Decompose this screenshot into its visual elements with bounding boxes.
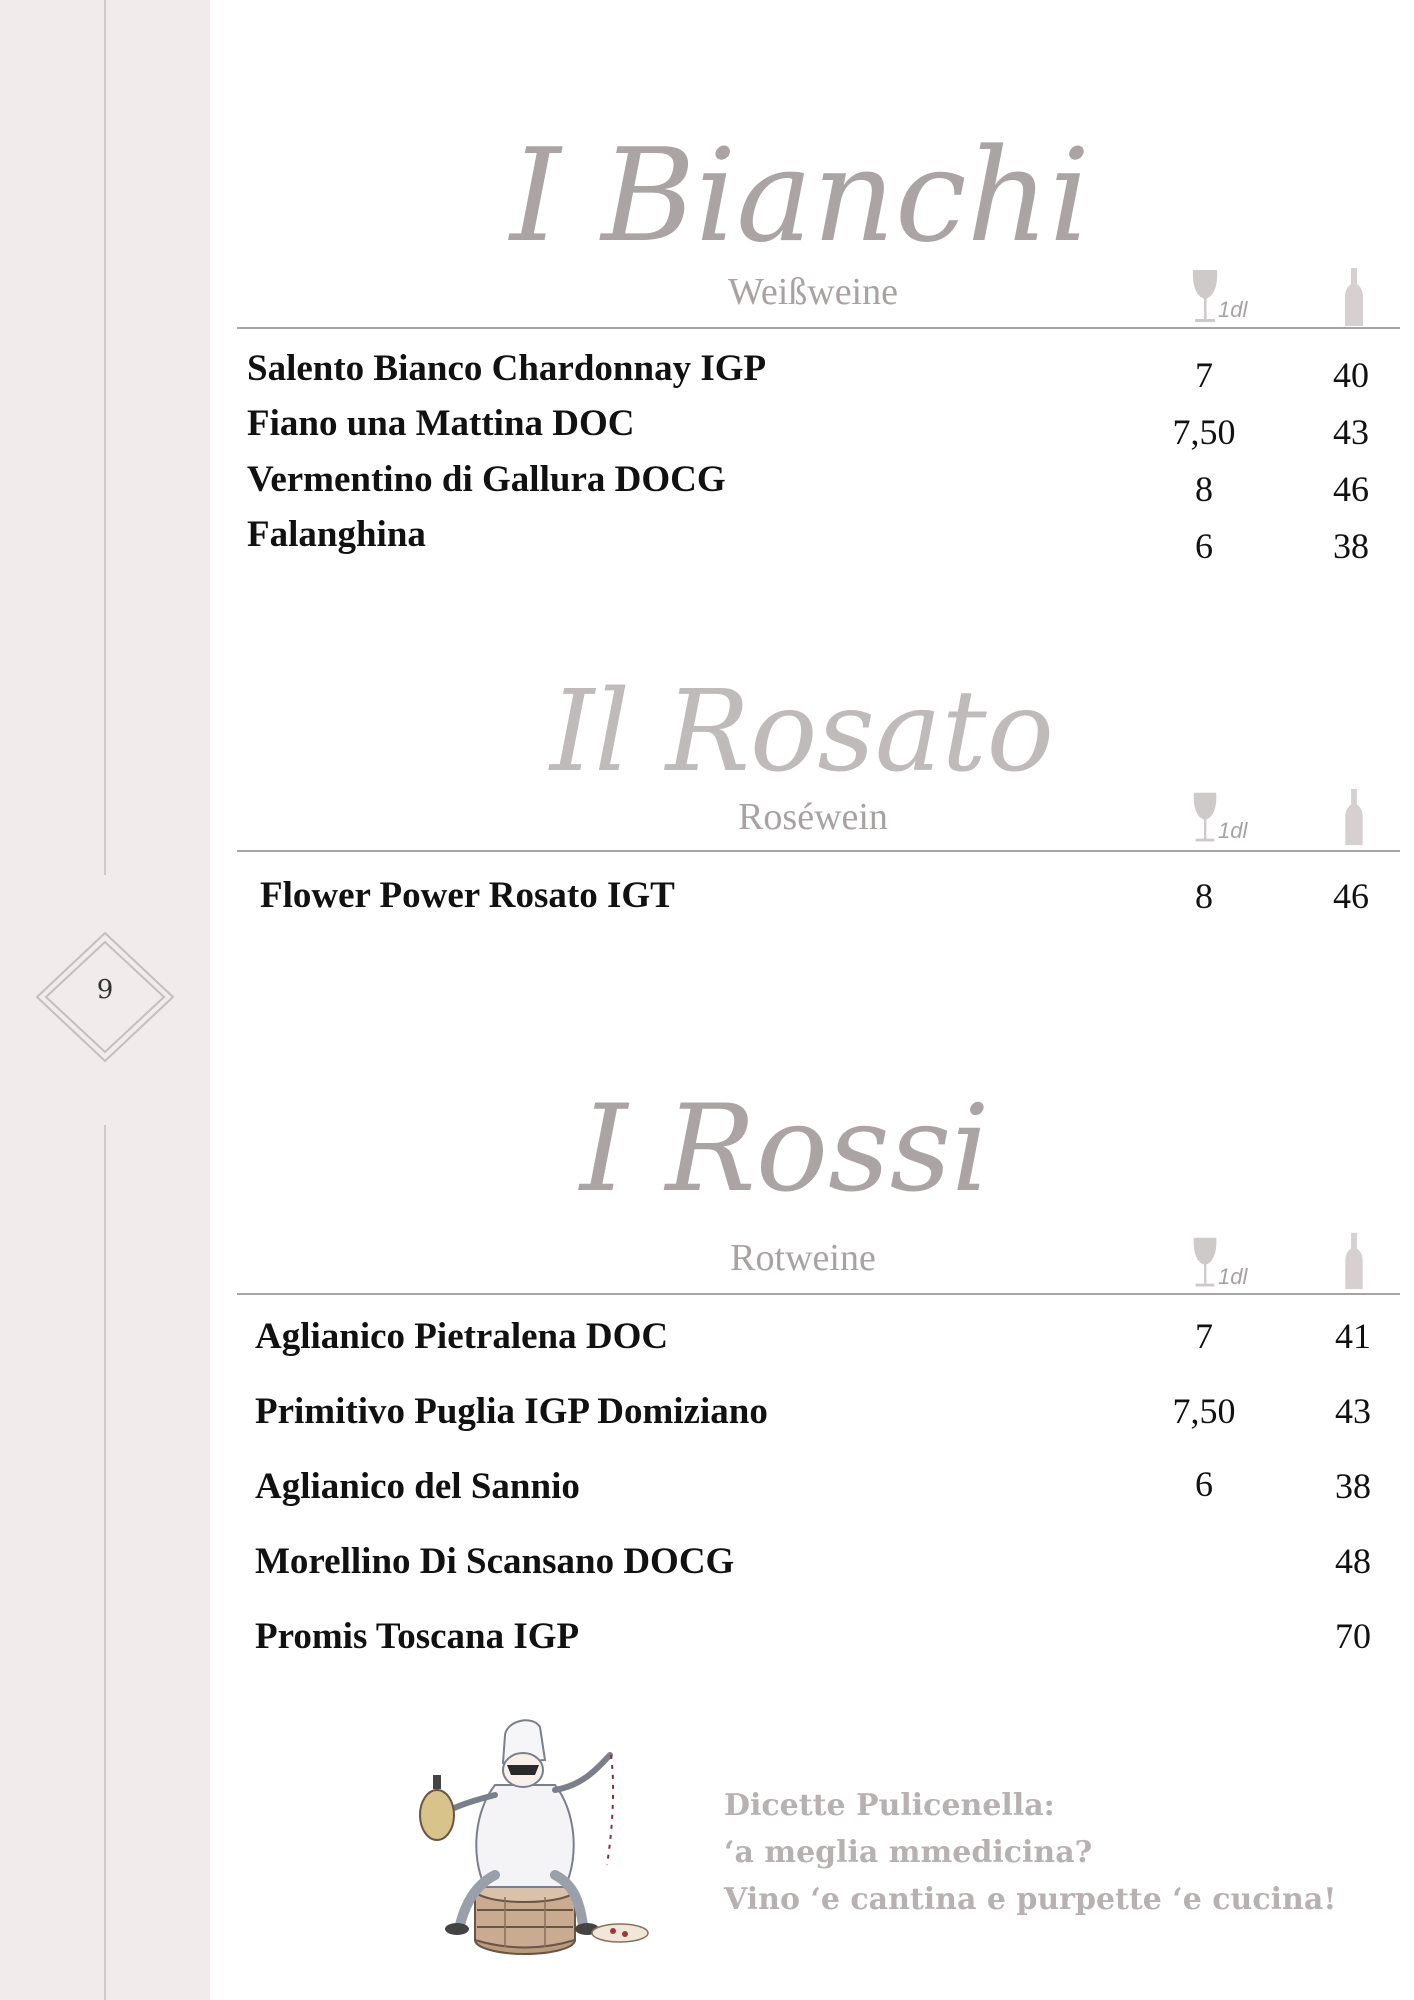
glass-price: 7,50: [1172, 412, 1236, 452]
sidebar: [0, 0, 210, 2000]
script-title-bianchi: [480, 95, 1100, 270]
bottle-price: 43: [1333, 412, 1369, 452]
wine-row: [0, 400, 1414, 450]
quote-line: ‘a meglia mmedicina?: [724, 1835, 1093, 1870]
glass-price: 8: [1195, 469, 1213, 509]
wine-name: Salento Bianco Chardonnay IGP: [247, 348, 767, 389]
bottle-price: 38: [1333, 526, 1369, 566]
wine-row: [0, 1388, 1414, 1438]
page-number: 9: [96, 975, 114, 1005]
script-title-text: I Bianchi: [510, 122, 1091, 271]
wine-bottle-icon: [1343, 787, 1365, 847]
section-subtitle: Roséwein: [738, 796, 888, 838]
section-subtitle: Weißweine: [728, 271, 898, 313]
bottle-price: 46: [1333, 469, 1369, 509]
glass-price: 6: [1195, 526, 1213, 566]
wine-name: Fiano una Mattina DOC: [247, 403, 635, 444]
script-title-rosato: [530, 650, 1090, 800]
wine-name: Morellino Di Scansano DOCG: [255, 1541, 735, 1582]
wine-row: [0, 872, 1414, 922]
glass-price: 7: [1195, 1316, 1213, 1356]
wine-name: Falanghina: [247, 514, 426, 555]
section-subtitle: Rotweine: [730, 1237, 876, 1279]
glass-price: 6: [1195, 1464, 1213, 1504]
pulcinella-quote: [724, 1782, 1404, 1923]
bottle-price: 46: [1333, 876, 1369, 916]
wine-row: [0, 1463, 1414, 1513]
section-divider: [237, 1293, 1400, 1295]
script-title-text: I Rossi: [580, 1080, 990, 1219]
glass-volume-label: 1dl: [1218, 1264, 1248, 1289]
wine-bottle-icon: [1343, 266, 1365, 328]
wine-name: Aglianico del Sannio: [255, 1466, 580, 1507]
bottle-price: 40: [1333, 355, 1369, 395]
wine-row: [0, 1313, 1414, 1363]
script-title-text: Il Rosato: [550, 667, 1055, 797]
glass-volume-label: 1dl: [1218, 818, 1248, 843]
bottle-price: 38: [1335, 1466, 1371, 1506]
wine-row: [0, 511, 1414, 566]
wine-row: [0, 456, 1414, 509]
bottle-price: 43: [1335, 1391, 1371, 1431]
wine-row: [0, 1538, 1414, 1588]
wine-name: Promis Toscana IGP: [255, 1616, 580, 1657]
quote-line: Dicette Pulicenella:: [724, 1788, 1055, 1823]
wine-row: [0, 1613, 1414, 1663]
wine-name: Aglianico Pietralena DOC: [255, 1316, 669, 1357]
glass-price: 8: [1195, 876, 1213, 916]
glass-price: 7: [1195, 355, 1213, 395]
bottle-price: 41: [1335, 1316, 1371, 1356]
pulcinella-illustration: [415, 1715, 655, 1965]
section-divider: [237, 327, 1400, 329]
glass-volume-label: 1dl: [1218, 297, 1248, 322]
wine-name: Flower Power Rosato IGT: [260, 875, 675, 916]
wine-bottle-icon: [1343, 1231, 1365, 1291]
bottle-price: 48: [1335, 1541, 1371, 1581]
section-divider: [237, 850, 1400, 852]
wine-name: Vermentino di Gallura DOCG: [247, 459, 726, 500]
glass-price: 7,50: [1172, 1391, 1236, 1431]
wine-row: [0, 345, 1414, 395]
bottle-price: 70: [1335, 1616, 1371, 1656]
quote-line: Vino ‘e cantina e purpette ‘e cucina!: [724, 1882, 1337, 1917]
script-title-rossi: [560, 1060, 1020, 1220]
wine-name: Primitivo Puglia IGP Domiziano: [255, 1391, 768, 1432]
